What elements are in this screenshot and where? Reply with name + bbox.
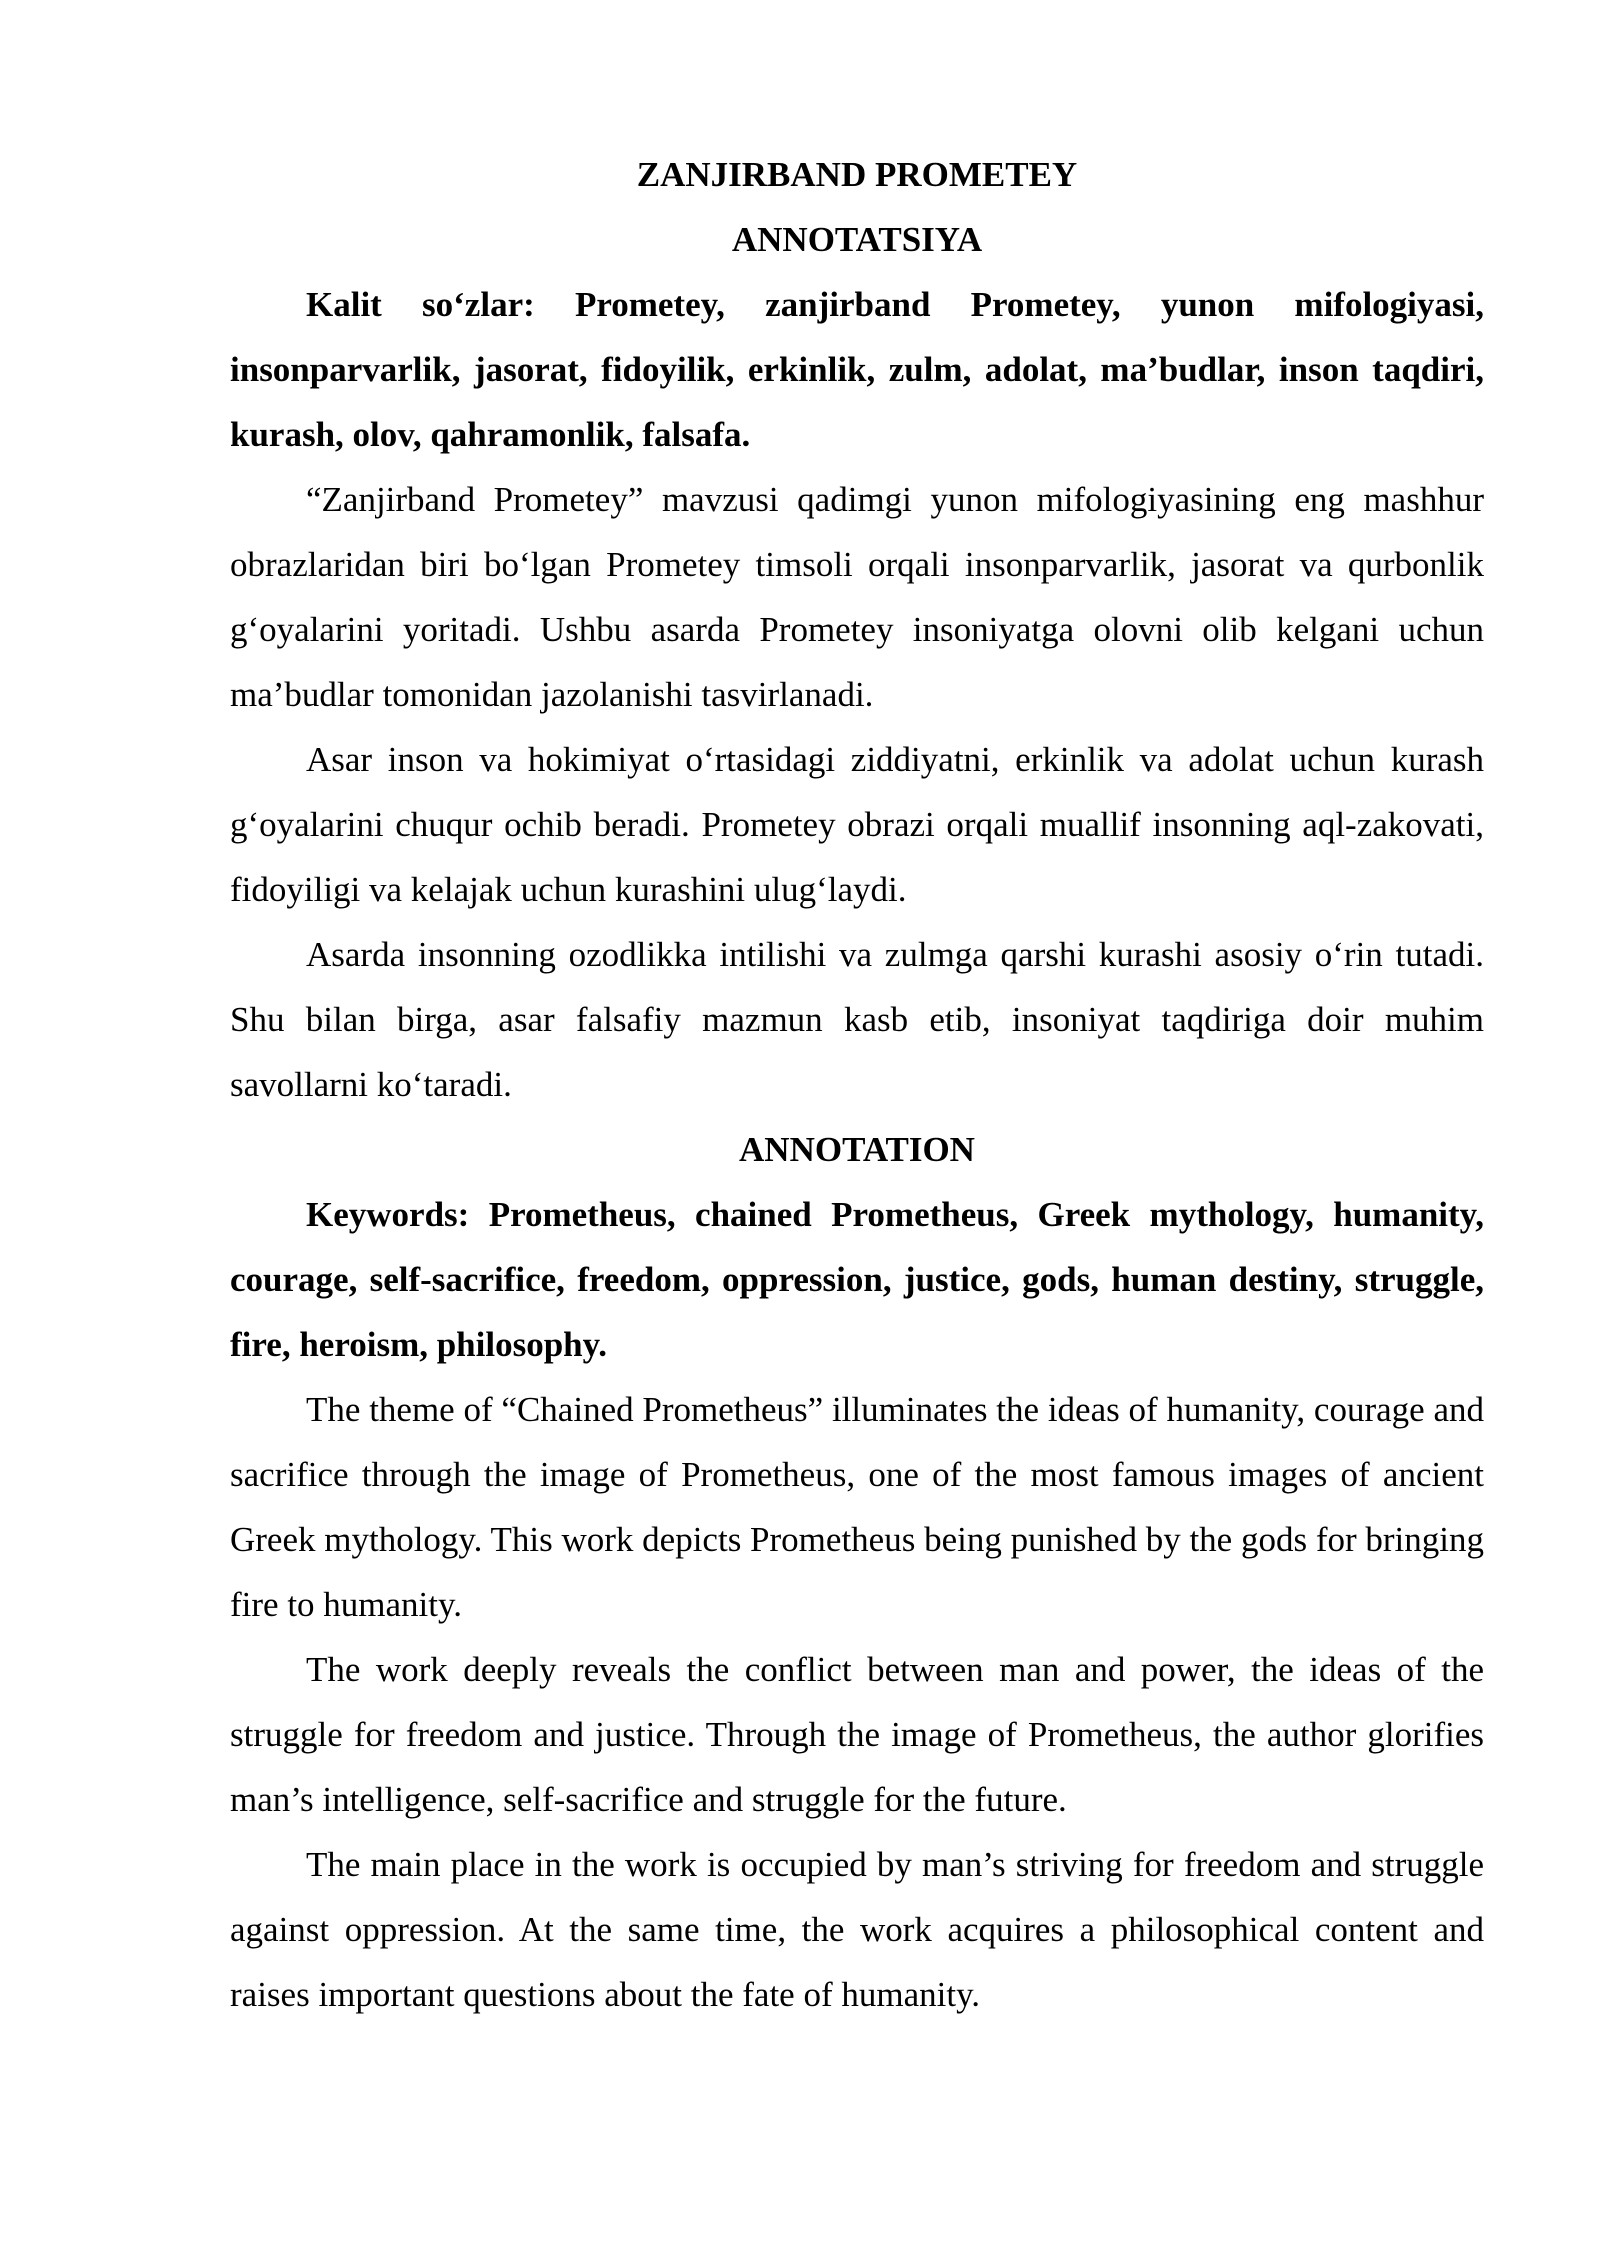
english-annotation-section [230,1117,1484,2027]
keywords-paragraph-en: Keywords: Prometheus, chained Prometheus, Greek mythology, humanity, courage, self-sacrifice, freedom, oppression, justice, gods, human destiny, struggle, fire, heroism, philosophy. [230,1195,1484,1364]
annotation-heading-uz: ANNOTATSIYA [731,220,983,259]
body-paragraph-en-3: The main place in the work is occupied by man’s striving for freedom and struggle against oppression. At the same time, the work acquires a philosophical content and raises important questions about the fate of humanity. [230,1845,1484,2014]
document-title: ZANJIRBAND PROMETEY [636,155,1078,194]
keywords-paragraph-uz: Kalit so‘zlar: Prometey, zanjirband Prometey, yunon mifologiyasi, insonparvarlik, jasorat, fidoyilik, erkinlik, zulm, adolat, ma’budlar, inson taqdiri, kurash, olov, qahramonlik, falsafa. [230,285,1484,454]
document-body [230,142,1484,2027]
body-paragraph-uz-2: Asar inson va hokimiyat o‘rtasidagi ziddiyatni, erkinlik va adolat uchun kurash g‘oyalarini chuqur ochib beradi. Prometey obrazi orqali muallif insonning aql-zakovati, fidoyiligi va kelajak uchun kurashini ulug‘laydi. [230,740,1484,909]
body-paragraph-en-1: The theme of “Chained Prometheus” illuminates the ideas of humanity, courage and sacrifice through the image of Prometheus, one of the most famous images of ancient Greek mythology. This work depicts Prometheus being punished by the gods for bringing fire to humanity. [230,1390,1485,1624]
body-paragraph-en-2: The work deeply reveals the conflict between man and power, the ideas of the struggle for freedom and justice. Through the image of Prometheus, the author glorifies man’s intelligence, self-sacrifice and struggle for the future. [230,1650,1484,1819]
uzbek-annotation-section [230,207,1484,1117]
annotation-heading-en: ANNOTATION [739,1130,975,1169]
body-paragraph-uz-3: Asarda insonning ozodlikka intilishi va zulmga qarshi kurashi asosiy o‘rin tutadi. Shu bilan birga, asar falsafiy mazmun kasb etib, insoniyat taqdiriga doir muhim savollarni ko‘taradi. [230,935,1484,1104]
body-paragraph-uz-1: “Zanjirband Prometey” mavzusi qadimgi yunon mifologiyasining eng mashhur obrazlaridan biri bo‘lgan Prometey timsoli orqali insonparvarlik, jasorat va qurbonlik g‘oyalarini yoritadi. Ushbu asarda Prometey insoniyatga olovni olib kelgani uchun ma’budlar tomonidan jazolanishi tasvirlanadi. [230,480,1484,714]
